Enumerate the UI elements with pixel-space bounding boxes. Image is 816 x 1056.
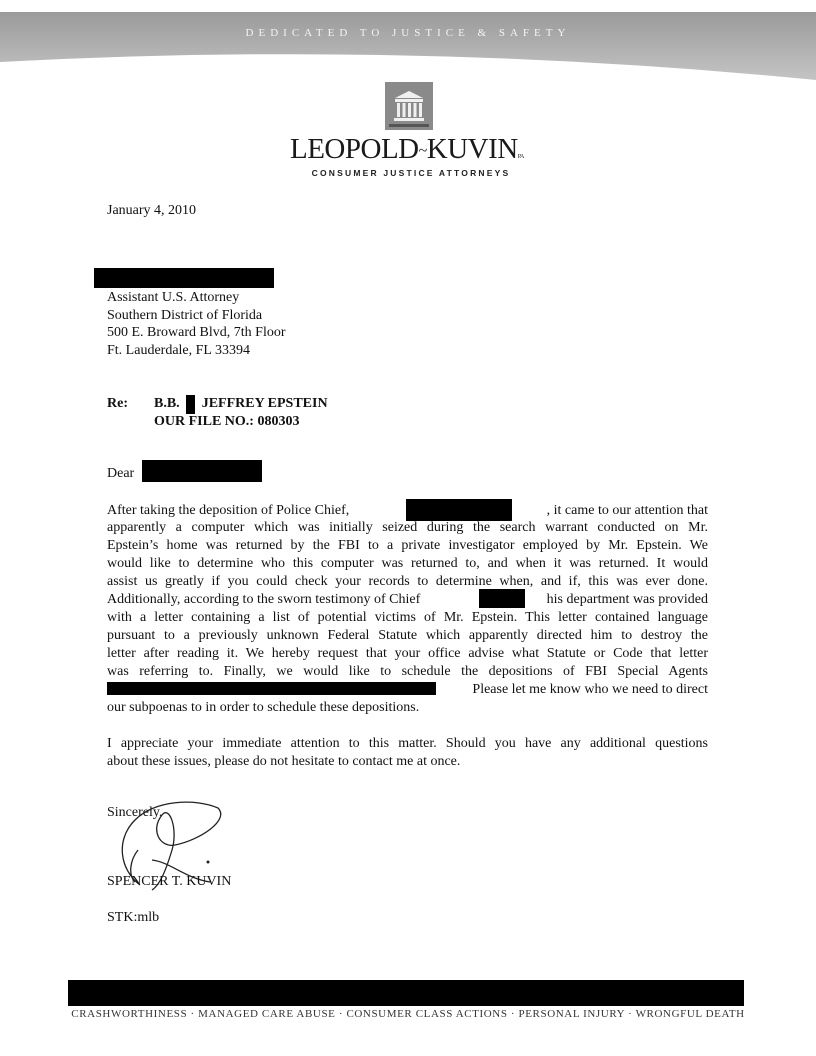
salutation: Dear xyxy=(107,466,135,481)
recipient-address xyxy=(107,289,286,359)
body-line: Additionally, according to the sworn testimony of Chief xyxy=(107,592,421,607)
body-line: our subpoenas to in order to schedule these depositions. xyxy=(107,700,420,715)
firm-name-ornament: ~ xyxy=(418,142,427,160)
body-line: with a letter containing a list of potential victims of Mr. Epstein. This letter contained language xyxy=(107,610,708,625)
redaction-chief-name-2 xyxy=(479,589,525,608)
body-line: pursuant to a previously unknown Federal Statute which apparently directed him to destroy the xyxy=(107,628,708,643)
letter-date: January 4, 2010 xyxy=(107,203,197,218)
body-line: assist us greatly if you could check your records to determine when, and if, this was ever done. xyxy=(107,574,708,589)
address-line: 500 E. Broward Blvd, 7th Floor xyxy=(107,325,286,340)
body-line: apparently a computer which was initially seized during the search warrant conducted on Mr. xyxy=(107,520,708,535)
address-line: Ft. Lauderdale, FL 33394 xyxy=(107,342,250,358)
letterhead-banner xyxy=(0,0,816,86)
closing: Sincerely, xyxy=(107,805,163,820)
typist-initials: STK:mlb xyxy=(107,910,160,925)
body-line: Please let me know who we need to direct xyxy=(472,682,708,697)
body-line: about these issues, please do not hesitate to contact me at once. xyxy=(107,754,461,769)
redaction-recipient-name xyxy=(94,268,274,288)
body-line: letter after reading it. We hereby request that your office advise what Statute or Code that letter xyxy=(107,646,708,661)
re-label: Re: xyxy=(107,396,128,411)
firm-subtitle: CONSUMER JUSTICE ATTORNEYS xyxy=(311,168,511,178)
body-line: Epstein’s home was returned by the FBI to a private investigator employed by Mr. Epstein. We xyxy=(107,538,708,553)
body-line: After taking the deposition of Police Chief, xyxy=(107,503,350,518)
redaction-footer xyxy=(68,980,744,1006)
re-line-1: B.B. JEFFREY EPSTEIN xyxy=(154,396,328,411)
firm-name: LEOPOLD~KUVINPA xyxy=(290,133,524,165)
footer-practice-areas: CRASHWORTHINESS · MANAGED CARE ABUSE · CONSUMER CLASS ACTIONS · PERSONAL INJURY · WRONGFUL DEATH xyxy=(71,1008,745,1020)
address-line: Southern District of Florida xyxy=(107,307,263,323)
redaction-chief-name xyxy=(406,499,512,521)
re-line-2: OUR FILE NO.: 080303 xyxy=(154,414,300,429)
address-line: Assistant U.S. Attorney xyxy=(107,290,240,305)
redaction-re-name xyxy=(186,395,195,414)
signer-name: SPENCER T. KUVIN xyxy=(107,874,232,889)
body-line: was referring to. Finally, we would like to schedule the depositions of FBI Special Agents xyxy=(107,664,708,679)
body-line: I appreciate your immediate attention to this matter. Should you have any additional questions xyxy=(107,736,708,751)
redaction-salutation-name xyxy=(142,460,262,482)
courthouse-logo-icon xyxy=(385,82,433,130)
body-line: would like to determine who this computer was returned to, and when it was returned. It would xyxy=(107,556,708,571)
letterhead-tagline: DEDICATED TO JUSTICE & SAFETY xyxy=(245,27,571,39)
body-line: , it came to our attention that xyxy=(546,503,708,518)
redaction-agent-names xyxy=(107,682,436,695)
body-line: his department was provided xyxy=(546,592,708,607)
